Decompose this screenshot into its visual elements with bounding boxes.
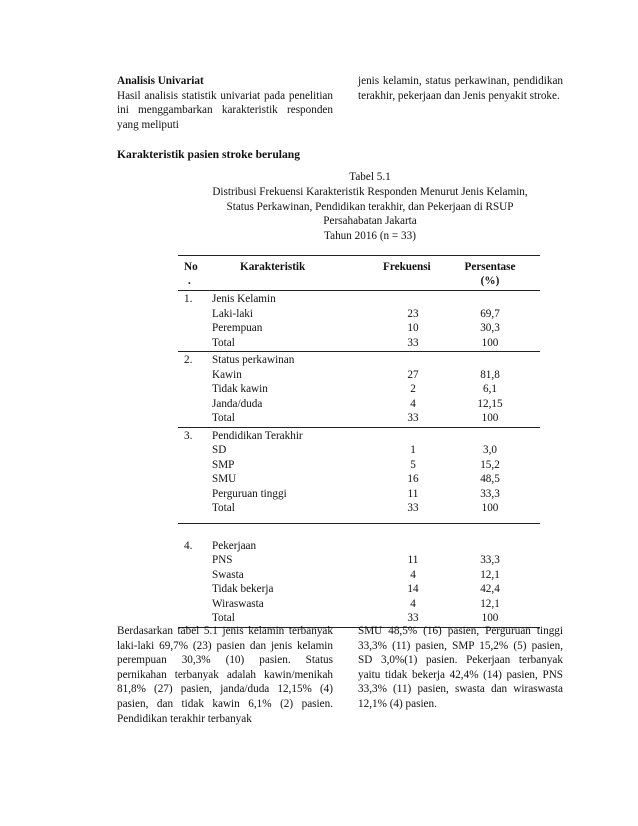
row-persentase: 12,1 bbox=[480, 568, 500, 581]
header-persentase: Persentase bbox=[464, 261, 516, 273]
row-persentase: 81,8 bbox=[480, 368, 500, 381]
table-rule-group-end bbox=[178, 523, 540, 524]
row-label: Wiraswasta bbox=[212, 597, 264, 610]
intro-right-text: jenis kelamin, status perkawinan, pendidikan terakhir, pekerjaan dan Jenis penyakit stroke. bbox=[358, 75, 563, 102]
group-title: Status perkawinan bbox=[212, 354, 295, 366]
row-frekuensi: 4 bbox=[410, 397, 416, 410]
discussion-right-text: SMU 48,5% (16) pasien, Perguruan tinggi 33,3% (11) pasien, SMP 15,2% (5) pasien, SD 3,0%(1) pasien. Pekerjaan terbanyak yaitu tidak bekerja 42,4% (14) pasien, PNS 33,3% (11) pasien, swasta dan wiraswasta 12,1% (4) pasien. bbox=[358, 625, 563, 710]
row-persentase: 33,3 bbox=[480, 554, 500, 566]
group-number: 4. bbox=[184, 539, 193, 552]
header-karakteristik: Karakteristik bbox=[240, 261, 306, 273]
row-label: Swasta bbox=[212, 568, 244, 581]
row-frekuensi: 14 bbox=[407, 583, 419, 595]
row-frekuensi: 33 bbox=[407, 412, 419, 424]
row-label: SMU bbox=[212, 473, 237, 485]
discussion-right-column bbox=[358, 624, 563, 712]
group-title: Jenis Kelamin bbox=[212, 293, 276, 305]
row-label: SD bbox=[212, 444, 227, 456]
table-rule-group-end bbox=[178, 351, 540, 352]
table-rule-group-end bbox=[178, 427, 540, 428]
row-label: Total bbox=[212, 502, 235, 514]
intro-left-text: Hasil analisis statistik univariat pada penelitian ini menggambarkan karakteristik responden yang meliputi bbox=[117, 89, 333, 131]
discussion-left-column bbox=[117, 624, 333, 726]
row-persentase: 100 bbox=[481, 502, 499, 514]
table-rule-header bbox=[178, 290, 540, 291]
row-label: Perguruan tinggi bbox=[212, 487, 287, 500]
row-frekuensi: 5 bbox=[410, 458, 416, 471]
row-frekuensi: 4 bbox=[410, 568, 416, 581]
group-title: Pendidikan Terakhir bbox=[212, 429, 303, 442]
row-persentase: 100 bbox=[481, 336, 499, 349]
section-heading: Karakteristik pasien stroke berulang bbox=[117, 148, 301, 161]
row-frekuensi: 11 bbox=[407, 487, 419, 500]
row-persentase: 100 bbox=[481, 612, 499, 624]
row-frekuensi: 33 bbox=[407, 502, 419, 514]
row-label: Total bbox=[212, 336, 235, 349]
row-persentase: 15,2 bbox=[480, 458, 500, 471]
row-frekuensi: 10 bbox=[407, 322, 419, 334]
caption-line-1: Tabel 5.1 bbox=[349, 171, 391, 183]
row-frekuensi: 4 bbox=[410, 597, 416, 610]
row-frekuensi: 11 bbox=[407, 554, 419, 566]
row-label: PNS bbox=[212, 554, 233, 566]
group-number: 3. bbox=[184, 429, 193, 442]
row-persentase: 12,1 bbox=[480, 597, 500, 610]
row-frekuensi: 33 bbox=[407, 612, 419, 624]
row-label: Janda/duda bbox=[212, 397, 263, 410]
row-frekuensi: 23 bbox=[407, 307, 419, 320]
row-frekuensi: 1 bbox=[410, 444, 416, 456]
row-persentase: 12,15 bbox=[477, 397, 503, 410]
caption-line-4: Persahabatan Jakarta bbox=[323, 215, 417, 228]
row-label: Tidak kawin bbox=[212, 383, 268, 395]
row-frekuensi: 16 bbox=[407, 473, 419, 485]
row-label: SMP bbox=[212, 458, 235, 471]
caption-line-5: Tahun 2016 (n = 33) bbox=[324, 230, 416, 243]
row-persentase: 48,5 bbox=[480, 473, 500, 485]
table-rule-top bbox=[178, 255, 540, 256]
row-frekuensi: 33 bbox=[407, 336, 419, 349]
group-number: 2. bbox=[184, 354, 193, 366]
row-label: Kawin bbox=[212, 368, 242, 381]
intro-heading: Analisis Univariat bbox=[117, 75, 204, 87]
header-persentase-unit: (%) bbox=[480, 275, 500, 287]
group-number: 1. bbox=[184, 293, 193, 305]
row-label: Perempuan bbox=[212, 322, 263, 334]
intro-right-column bbox=[358, 74, 563, 103]
row-label: Laki-laki bbox=[212, 307, 254, 320]
header-frekuensi: Frekuensi bbox=[383, 261, 431, 273]
header-no: No bbox=[184, 261, 198, 273]
row-frekuensi: 2 bbox=[410, 383, 416, 395]
row-persentase: 33,3 bbox=[480, 487, 500, 500]
caption-line-3: Status Perkawinan, Pendidikan terakhir, dan Pekerjaan di RSUP bbox=[226, 200, 514, 213]
row-persentase: 69,7 bbox=[480, 307, 500, 320]
caption-line-2: Distribusi Frekuensi Karakteristik Responden Menurut Jenis Kelamin, bbox=[212, 185, 528, 198]
row-persentase: 6,1 bbox=[483, 383, 497, 395]
row-persentase: 100 bbox=[481, 412, 499, 424]
table-caption bbox=[150, 170, 590, 244]
group-title: Pekerjaan bbox=[212, 539, 257, 552]
row-frekuensi: 27 bbox=[407, 368, 419, 381]
row-label: Total bbox=[212, 612, 235, 624]
header-no-dot: . bbox=[188, 275, 191, 287]
row-persentase: 42,4 bbox=[480, 583, 500, 595]
row-persentase: 30,3 bbox=[480, 322, 500, 334]
row-label: Total bbox=[212, 412, 235, 424]
row-label: Tidak bekerja bbox=[212, 583, 274, 595]
row-persentase: 3,0 bbox=[483, 444, 497, 456]
discussion-left-text: Berdasarkan tabel 5.1 jenis kelamin terbanyak laki-laki 69,7% (23) pasien dan jenis kelamin perempuan 30,3% (10) pasien. Status pernikahan terbanyak adalah kawin/menikah 81,8% (27) pasien, janda/duda 12,15% (4) pasien, dan tidak kawin 6,1% (2) pasien. Pendidikan terakhir terbanyak bbox=[117, 625, 333, 725]
intro-left-column bbox=[117, 74, 333, 132]
